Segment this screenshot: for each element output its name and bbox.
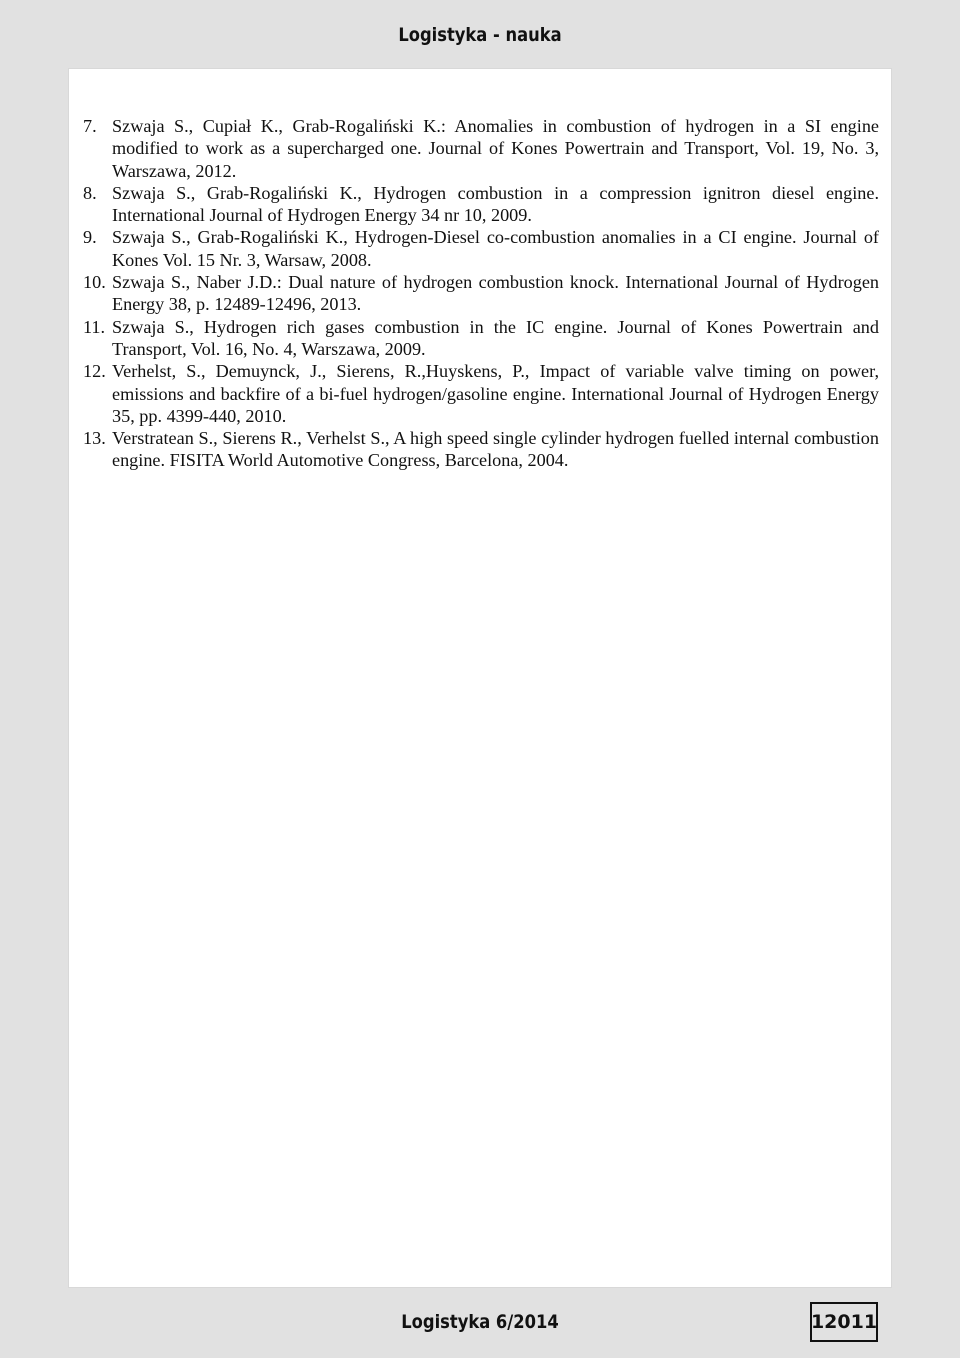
page-content — [68, 68, 892, 1288]
reference-number: 9. — [83, 227, 97, 248]
reference-text: Szwaja S., Grab-Rogaliński K., Hydrogen combustion in a compression ignitron diesel engine. International Journal of Hydrogen Energy 34 nr 10, 2009. — [112, 182, 879, 226]
reference-item — [83, 316, 879, 361]
reference-number: 10. — [83, 272, 106, 293]
reference-item — [83, 182, 879, 227]
reference-number: 13. — [83, 428, 106, 449]
page-number: 12011 — [810, 1302, 878, 1342]
reference-list — [83, 115, 879, 472]
reference-text: Szwaja S., Cupiał K., Grab-Rogaliński K.: Anomalies in combustion of hydrogen in a SI engine modified to work as a supercharged one. Journal of Kones Powertrain and Transport, Vol. 19, No. 3, Warszawa, 2012. — [112, 116, 879, 181]
reference-number: 7. — [83, 116, 97, 136]
reference-text: Verhelst, S., Demuynck, J., Sierens, R.,Huyskens, P., Impact of variable valve timing on power, emissions and backfire of a bi-fuel hydrogen/gasoline engine. International Journal of Hydrogen Energy 35, pp. 4399-440, 2010. — [112, 361, 879, 426]
reference-text: Szwaja S., Hydrogen rich gases combustion in the IC engine. Journal of Kones Powertrain and Transport, Vol. 16, No. 4, Warszawa, 2009. — [112, 316, 879, 359]
reference-number: 8. — [83, 182, 97, 203]
reference-item — [83, 115, 879, 182]
reference-text: Szwaja S., Grab-Rogaliński K., Hydrogen-Diesel co-combustion anomalies in a CI engine. Journal of Kones Vol. 15 Nr. 3, Warsaw, 2008. — [112, 227, 879, 270]
reference-number: 11. — [83, 316, 106, 337]
footer-journal-issue: Logistyka 6/2014 — [401, 1311, 559, 1333]
reference-text: Verstratean S., Sierens R., Verhelst S., A high speed single cylinder hydrogen fuelled internal combustion engine. FISITA World Automotive Congress, Barcelona, 2004. — [112, 428, 879, 471]
reference-item — [83, 360, 879, 427]
reference-item — [83, 226, 879, 271]
running-header: Logistyka - nauka — [398, 24, 562, 46]
reference-item — [83, 427, 879, 472]
reference-item — [83, 271, 879, 316]
reference-number: 12. — [83, 361, 106, 382]
reference-text: Szwaja S., Naber J.D.: Dual nature of hydrogen combustion knock. International Journal of Hydrogen Energy 38, p. 12489-12496, 2013. — [112, 272, 879, 315]
